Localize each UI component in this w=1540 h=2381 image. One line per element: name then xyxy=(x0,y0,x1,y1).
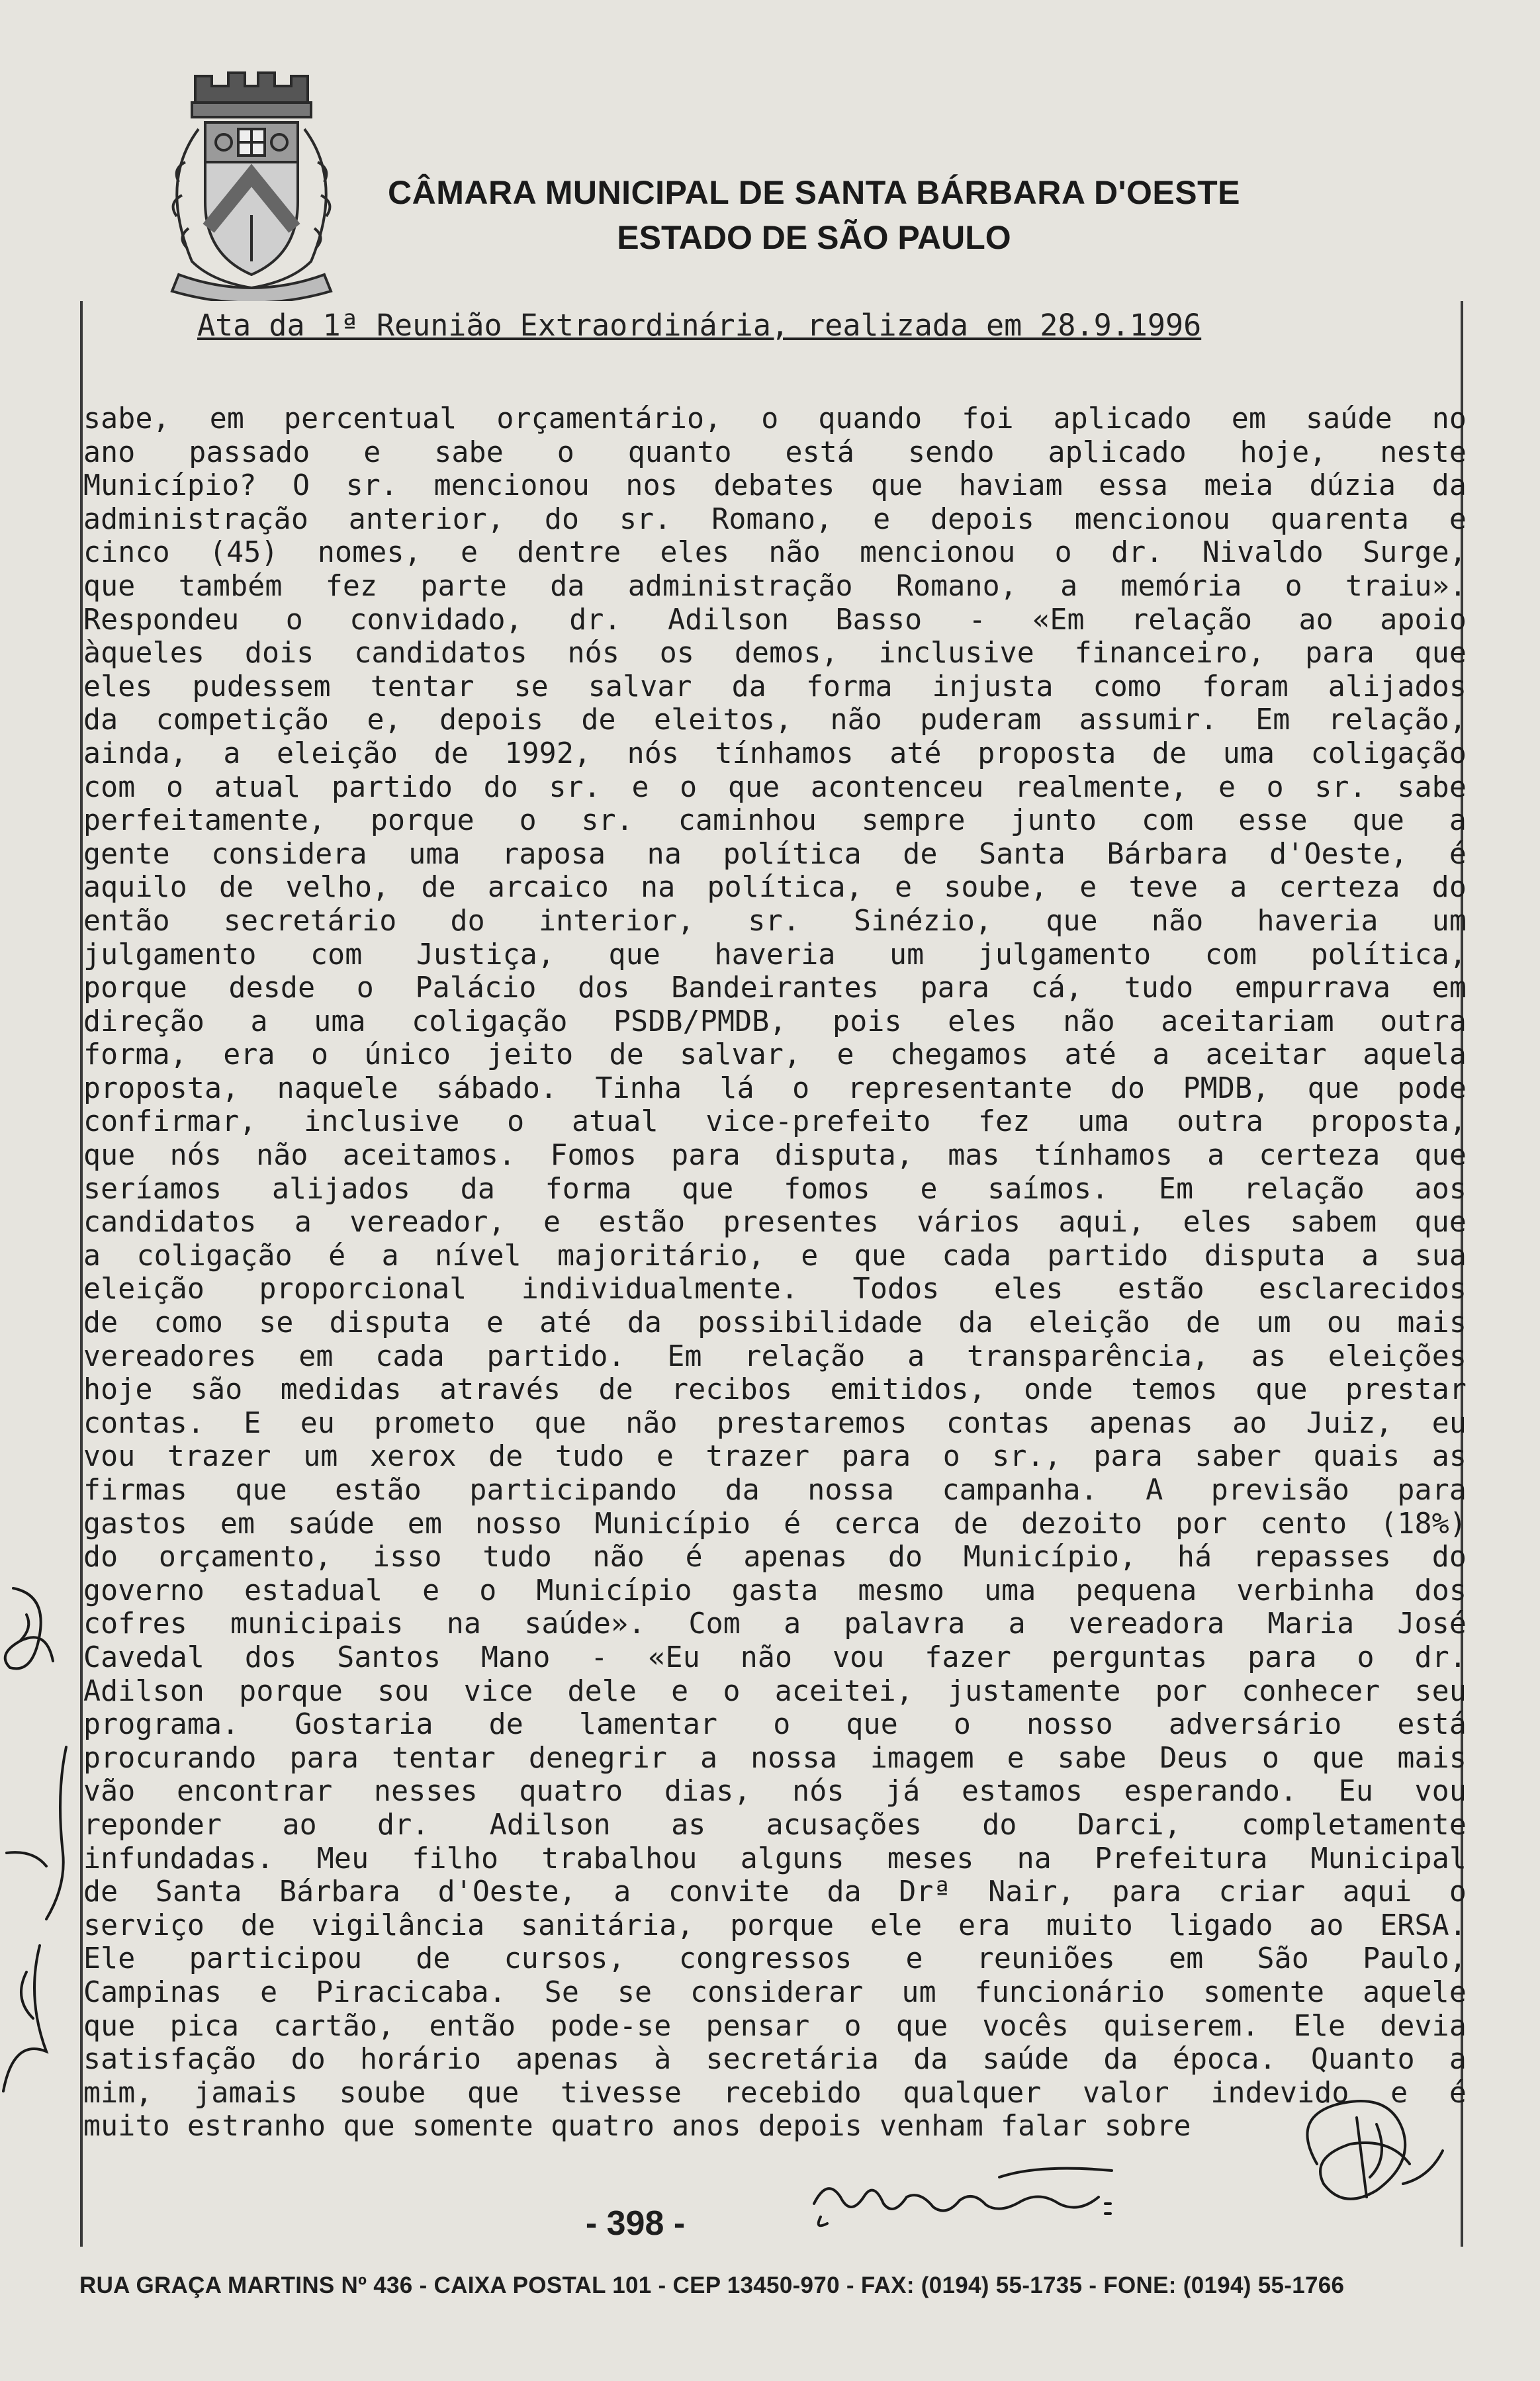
text-line: de como se disputa e até da possibilidade da eleição de um ou mais xyxy=(83,1306,1467,1340)
text-line: satisfação do horário apenas à secretária da saúde da época. Quanto a xyxy=(83,2043,1467,2077)
text-line: Respondeu o convidado, dr. Adilson Basso - «Em relação ao apoio xyxy=(83,603,1467,637)
text-line: Município? O sr. mencionou nos debates que haviam essa meia dúzia da xyxy=(83,469,1467,503)
text-line: gente considera uma raposa na política de Santa Bárbara d'Oeste, é xyxy=(83,837,1467,871)
text-line: sabe, em percentual orçamentário, o quando foi aplicado em saúde no xyxy=(83,402,1467,435)
text-line: Cavedal dos Santos Mano - «Eu não vou fazer perguntas para o dr. xyxy=(83,1640,1467,1674)
text-line: proposta, naquele sábado. Tinha lá o representante do PMDB, que pode xyxy=(83,1071,1467,1105)
text-line: seríamos alijados da forma que fomos e saímos. Em relação aos xyxy=(83,1172,1467,1206)
text-line: Adilson porque sou vice dele e o aceitei, justamente por conhecer seu xyxy=(83,1674,1467,1708)
text-line: de Santa Bárbara d'Oeste, a convite da Drª Nair, para criar aqui o xyxy=(83,1875,1467,1909)
text-line: hoje são medidas através de recibos emitidos, onde temos que prestar xyxy=(83,1373,1467,1407)
text-line: Ele participou de cursos, congressos e reuniões em São Paulo, xyxy=(83,1942,1467,1976)
text-line: aquilo de velho, de arcaico na política, e soube, e teve a certeza do xyxy=(83,871,1467,905)
text-line: cinco (45) nomes, e dentre eles não mencionou o dr. Nivaldo Surge, xyxy=(83,536,1467,570)
text-line: eleição proporcional individualmente. Todos eles estão esclarecidos xyxy=(83,1273,1467,1306)
coat-of-arms-icon xyxy=(132,63,371,301)
text-line: com o atual partido do sr. e o que acontenceu realmente, e o sr. sabe xyxy=(83,770,1467,804)
margin-signatures-icon xyxy=(0,1575,86,2118)
text-line: àqueles dois candidatos nós os demos, inclusive financeiro, para que xyxy=(83,637,1467,670)
page-number: - 398 - xyxy=(585,2204,686,2243)
text-line: administração anterior, do sr. Romano, e depois mencionou quarenta e xyxy=(83,502,1467,536)
text-line: muito estranho que somente quatro anos depois venham falar sobre xyxy=(83,2110,1191,2143)
text-line: serviço de vigilância sanitária, porque ele era muito ligado ao ERSA. xyxy=(83,1909,1467,1942)
footer-address: RUA GRAÇA MARTINS Nº 436 - CAIXA POSTAL 101 - CEP 13450-970 - FAX: (0194) 55-1735 - FONE: (0194) 55-1766 xyxy=(79,2272,1345,2298)
text-line: direção a uma coligação PSDB/PMDB, pois eles não aceitariam outra xyxy=(83,1005,1467,1038)
text-line: Campinas e Piracicaba. Se se considerar um funcionário somente aquele xyxy=(83,1975,1467,2009)
text-line: da competição e, depois de eleitos, não puderam assumir. Em relação, xyxy=(83,703,1467,737)
text-line: vou trazer um xerox de tudo e trazer para o sr., para saber quais as xyxy=(83,1440,1467,1474)
text-line: ainda, a eleição de 1992, nós tínhamos até proposta de uma coligação xyxy=(83,737,1467,770)
text-line: julgamento com Justiça, que haveria um julgamento com política, xyxy=(83,938,1467,971)
text-line: a coligação é a nível majoritário, e que cada partido disputa a sua xyxy=(83,1239,1467,1273)
institution-name: CÂMARA MUNICIPAL DE SANTA BÁRBARA D'OESTE xyxy=(388,174,1240,211)
text-line: infundadas. Meu filho trabalhou alguns meses na Prefeitura Municipal xyxy=(83,1842,1467,1875)
text-line: cofres municipais na saúde». Com a palavra a vereadora Maria José xyxy=(83,1607,1467,1641)
text-line: candidatos a vereador, e estão presentes vários aqui, eles sabem que xyxy=(83,1206,1467,1239)
text-line: porque desde o Palácio dos Bandeirantes para cá, tudo empurrava em xyxy=(83,971,1467,1005)
text-line: então secretário do interior, sr. Sinézio, que não haveria um xyxy=(83,904,1467,938)
text-line: gastos em saúde em nosso Município é cerca de dezoito por cento (18%) xyxy=(83,1507,1467,1541)
initials-signature-icon xyxy=(1277,2078,1469,2230)
text-line: contas. E eu prometo que não prestaremos contas apenas ao Juiz, eu xyxy=(83,1406,1467,1440)
text-line: perfeitamente, porque o sr. caminhou sempre junto com esse que a xyxy=(83,804,1467,838)
text-line: ano passado e sabe o quanto está sendo aplicado hoje, neste xyxy=(83,435,1467,469)
institution-state: ESTADO DE SÃO PAULO xyxy=(617,219,1011,256)
text-line: firmas que estão participando da nossa campanha. A previsão para xyxy=(83,1474,1467,1507)
text-line: programa. Gostaria de lamentar o que o nosso adversário está xyxy=(83,1708,1467,1742)
document-title: Ata da 1ª Reunião Extraordinária, realizada em 28.9.1996 xyxy=(197,308,1202,343)
text-line: vereadores em cada partido. Em relação a transparência, as eleições xyxy=(83,1339,1467,1373)
text-line: que também fez parte da administração Romano, a memória o traiu». xyxy=(83,569,1467,603)
text-line: confirmar, inclusive o atual vice-prefeito fez uma outra proposta, xyxy=(83,1105,1467,1139)
text-line: que nós não aceitamos. Fomos para disputa, mas tínhamos a certeza que xyxy=(83,1139,1467,1173)
text-line: procurando para tentar denegrir a nossa imagem e sabe Deus o que mais xyxy=(83,1741,1467,1775)
text-line: do orçamento, isso tudo não é apenas do Município, há repasses do xyxy=(83,1541,1467,1574)
text-line: mim, jamais soube que tivesse recebido qualquer valor indevido e é xyxy=(83,2076,1467,2110)
text-line: forma, era o único jeito de salvar, e chegamos até a aceitar aquela xyxy=(83,1038,1467,1072)
text-line: reponder ao dr. Adilson as acusações do Darci, completamente xyxy=(83,1808,1467,1842)
text-line: eles pudessem tentar se salvar da forma injusta como foram alijados xyxy=(83,670,1467,703)
text-line: governo estadual e o Município gasta mesmo uma pequena verbinha dos xyxy=(83,1574,1467,1607)
minutes-body xyxy=(83,402,1467,2143)
handwritten-signature-icon xyxy=(801,2151,1185,2250)
text-line: vão encontrar nesses quatro dias, nós já estamos esperando. Eu vou xyxy=(83,1775,1467,1809)
text-line: que pica cartão, então pode-se pensar o que vocês quiserem. Ele devia xyxy=(83,2009,1467,2043)
